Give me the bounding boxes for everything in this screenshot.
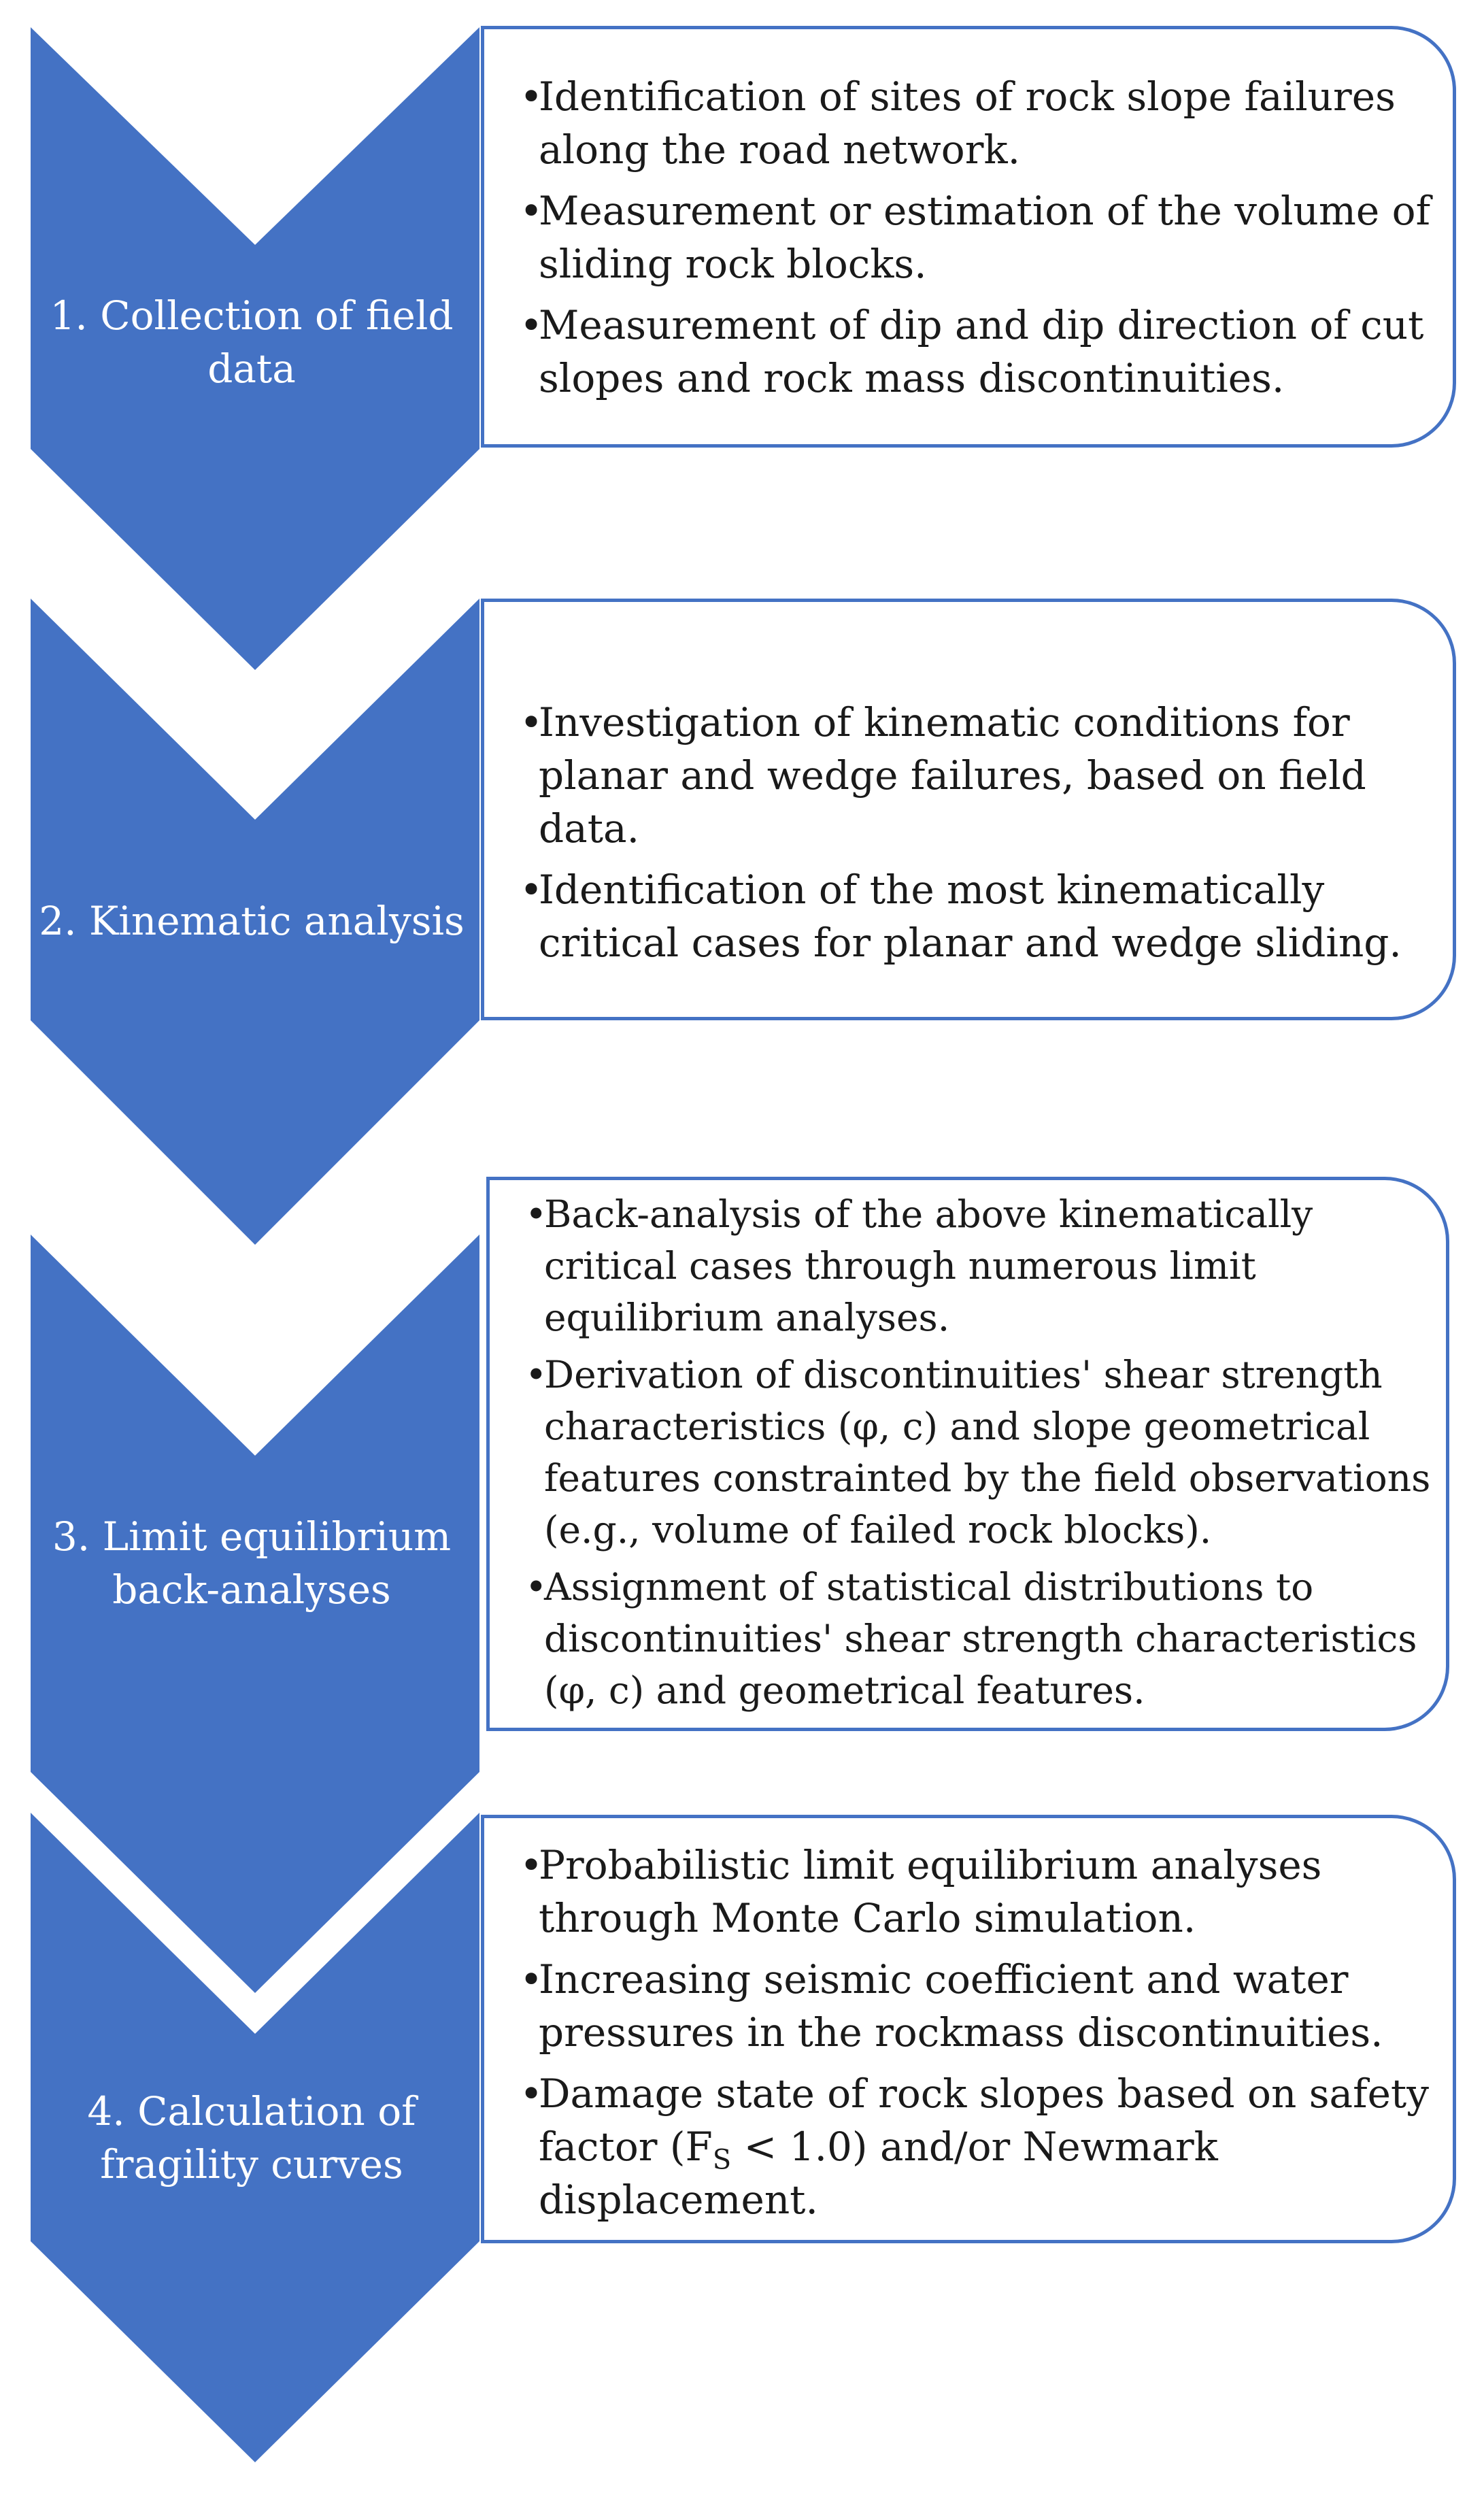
step-4-box bbox=[481, 1815, 1456, 2243]
step-4-bullet-1: • Probabilistic limit equilibrium analyses through Monte Carlo simulation. bbox=[511, 1839, 1432, 1945]
step-4-bullet-2: • Increasing seismic coefficient and water pressures in the rockmass discontinuities. bbox=[511, 1953, 1432, 2059]
step-2-bullet-2: • Identification of the most kinematically critical cases for planar and wedge sliding. bbox=[511, 863, 1432, 969]
step-3-label-line-1: 3. Limit equilibrium bbox=[52, 1513, 452, 1560]
step-2-box bbox=[481, 599, 1456, 1020]
step-3-box bbox=[486, 1177, 1449, 1731]
step-1-label-line-2: data bbox=[207, 346, 296, 392]
step-1-box bbox=[481, 26, 1456, 448]
step-4-bullet-3-text-b: < 1.0) and/or Newmark displacement. bbox=[539, 2124, 1218, 2223]
step-1-bullet-1: • Identification of sites of rock slope failures along the road network. bbox=[511, 70, 1432, 176]
step-1-bullet-2: • Measurement or estimation of the volume of sliding rock blocks. bbox=[511, 184, 1432, 290]
step-2-bullet-list bbox=[511, 696, 1432, 969]
step-4-bullet-list bbox=[511, 1839, 1432, 2226]
step-3-bullet-2: • Derivation of discontinuities' shear strength characteristics (φ, c) and slope geometrical features constrainted by the field observations (e.g., volume of failed rock blocks). bbox=[517, 1349, 1432, 1556]
step-3-label-line-2: back-analyses bbox=[112, 1566, 391, 1613]
step-2-label-line-1: 2. Kinematic analysis bbox=[39, 898, 465, 944]
step-4-bullet-3-subscript: S bbox=[712, 2144, 732, 2176]
step-3-bullet-list bbox=[517, 1188, 1432, 1716]
step-3-label bbox=[27, 1510, 476, 1616]
step-2-bullet-1: • Investigation of kinematic conditions for planar and wedge failures, based on field data. bbox=[511, 696, 1432, 855]
step-1-bullet-list bbox=[511, 70, 1432, 405]
step-2-label bbox=[27, 894, 476, 948]
step-4-bullet-3-text-a: Damage state of rock slopes based on safety factor (F bbox=[539, 2071, 1429, 2170]
step-3-bullet-1: • Back-analysis of the above kinematically critical cases through numerous limit equilibrium analyses. bbox=[517, 1188, 1432, 1343]
step-1-bullet-3: • Measurement of dip and dip direction of cut slopes and rock mass discontinuities. bbox=[511, 299, 1432, 405]
step-4-label-line-2: fragility curves bbox=[100, 2141, 403, 2188]
step-1-label-line-1: 1. Collection of field bbox=[50, 292, 454, 339]
step-4-label bbox=[27, 2085, 476, 2191]
step-4-bullet-3 bbox=[511, 2067, 1432, 2226]
step-1-label bbox=[27, 289, 476, 395]
step-3-bullet-3: • Assignment of statistical distributions to discontinuities' shear strength characteristics (φ, c) and geometrical features. bbox=[517, 1561, 1432, 1716]
step-4-label-line-1: 4. Calculation of bbox=[87, 2088, 416, 2134]
